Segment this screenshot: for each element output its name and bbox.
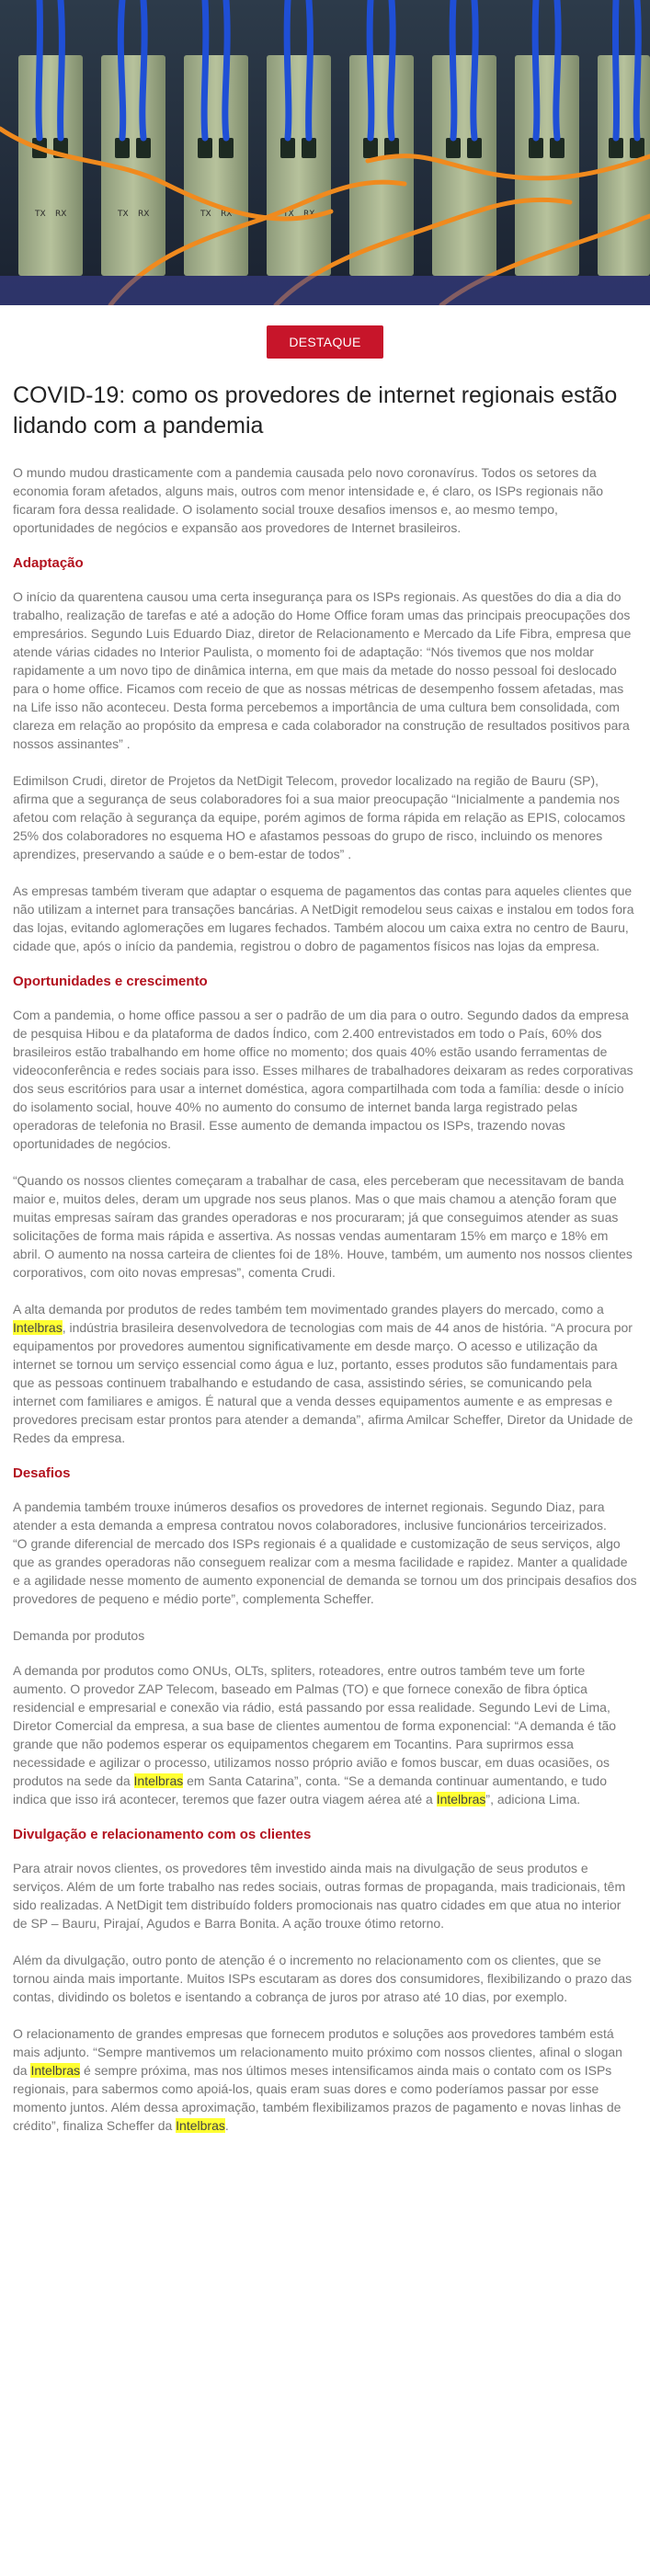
section-heading-divulgacao: Divulgação e relacionamento com os clientes: [13, 1827, 312, 1842]
section-heading-desafios: Desafios: [13, 1465, 71, 1481]
intro-paragraph: O mundo mudou drasticamente com a pandemia causada pelo novo coronavírus. Todos os setores da economia foram afetados, alguns mais, outros com menor intensidade e, é claro, os ISPs regionais não ficaram fora dessa realidade. O isolamento social trouxe desafios imensos e, ao mesmo tempo, oportunidades de negócios e expansão aos provedores de Internet brasileiros.: [13, 465, 604, 535]
article: [0, 381, 650, 2135]
text-segment: A alta demanda por produtos de redes também tem movimentado grandes players do mercado, como a: [13, 1302, 604, 1316]
article-title: COVID-19: como os provedores de internet regionais estão lidando com a pandemia: [13, 382, 618, 439]
port-label: TX: [283, 210, 294, 219]
highlighted-term: Intelbras: [436, 1792, 486, 1807]
paragraph: Com a pandemia, o home office passou a ser o padrão de um dia para o outro. Segundo dados da empresa de pesquisa Hibou e da plataforma de dados Índico, com 2.400 entrevistados em todo o País, 60% dos brasileiros estão trabalhando em home office no momento; dos quais 40% estão usando ferramentas de videoconferência e redes sociais para isso. Esses milhares de trabalhadores deixaram as redes corporativas dos seus escritórios para usar a internet doméstica, agora compartilhada com toda a família: desde o início do isolamento social, houve 40% no aumento do consumo de internet banda larga registrado pelas operadoras de telefonia no Brasil. Esse aumento de demanda impactou os ISPs, trazendo novas oportunidades de negócios.: [13, 1008, 633, 1151]
text-segment: é sempre próxima, mas nos últimos meses intensificamos ainda mais o contato com os ISPs regionais, para sabermos como apoiá-los, quais eram suas dores e como poderíamos passar por esse momento juntos. Além dessa aproximação, também flexibilizamos prazos de pagamento e novas linhas de crédito”, finaliza Scheffer da: [13, 2063, 621, 2133]
port-label: TX: [200, 210, 211, 219]
highlighted-term: Intelbras: [30, 2063, 81, 2078]
paragraph: Edimilson Crudi, diretor de Projetos da NetDigit Telecom, provedor localizado na região de Bauru (SP), afirma que a segurança de seus colaboradores foi a sua maior preocupação “Inicialmente a pandemia nos afetou com relação à segurança da equipe, porém agimos de forma rápida em relação as EPIS, colocamos 25% dos colaboradores no esquema HO e afastamos pessoas do grupo de risco, incluindo os menores aprendizes, preservando a saúde e o bem-estar de todos” .: [13, 773, 626, 861]
paragraph: [13, 1661, 637, 1808]
paragraph: “Quando os nossos clientes começaram a trabalhar de casa, eles perceberam que necessitavam de banda maior e, muitos deles, deram um upgrade nos seus planos. Mas o que mais chamou a atenção foram que muitas empresas saíram das grandes operadoras e nos procuraram; já que conseguimos atender as suas solicitações de forma mais rápida e assertiva. As nossas vendas aumentaram 15% em março e 18% em abril. O aumento na nossa carteira de clientes foi de 18%. Houve, também, um aumento nos nossos clientes corporativos, com oito novas empresas”, comenta Crudi.: [13, 1173, 633, 1280]
port-label: RX: [138, 210, 150, 219]
port-label: RX: [55, 210, 67, 219]
subheading-demanda: Demanda por produtos: [13, 1628, 145, 1643]
paragraph: [13, 2024, 637, 2135]
paragraph: As empresas também tiveram que adaptar o esquema de pagamentos das contas para aqueles clientes que não utilizam a internet para transações bancárias. A NetDigit remodelou seus caixas e instalou em todos fora das lojas, evitando aglomerações em lugares fechados. Também alocou um caixa extra no centro de Bauru, cidade que, após o início da pandemia, registrou o dobro de pagamentos físicos nas lojas da empresa.: [13, 883, 634, 953]
text-segment: ”, adiciona Lima.: [485, 1792, 581, 1807]
text-segment: .: [224, 2118, 229, 2133]
paragraph: “O grande diferencial de mercado dos ISPs regionais é a qualidade e customização de seus serviços, algo que as grandes operadoras não conseguem realizar com a mesma facilidade e rapidez. Manter a qualidade e a agilidade nesse momento de aumento exponencial de demanda se tornou um dos principais desafios dos provedores de pequeno e médio porte”, complementa Scheffer.: [13, 1536, 637, 1606]
text-segment: em Santa Catarina”, conta. “Se a demanda continuar aumentando, e tudo indica que isso irá acontecer, teremos que fazer outra viagem aérea até a: [13, 1773, 607, 1807]
section-heading-oportunidades: Oportunidades e crescimento: [13, 974, 208, 989]
paragraph: O início da quarentena causou uma certa insegurança para os ISPs regionais. As questões do dia a dia do trabalho, realização de tarefas e até a adoção do Home Office foram umas das principais preocupações dos empresários. Segundo Luis Eduardo Diaz, diretor de Relacionamento e Mercado da Life Fibra, empresa que atende várias cidades no Interior Paulista, o momento foi de adaptação: “Nós tivemos que nos moldar rapidamente a um novo tipo de dinâmica interna, em que mais da metade do nosso pessoal foi deslocado para o home office. Ficamos com receio de que as nossas métricas de desempenho fossem afetadas, mas na Life isso não aconteceu. Desta forma percebemos a importância de uma cultura bem consolidada, com clareza em relação ao propósito da empresa e cada colaborador na construção de resultados positivos para nossos assinantes” .: [13, 589, 632, 751]
port-label: RX: [221, 210, 233, 219]
port-label: TX: [35, 210, 46, 219]
text-segment: O relacionamento de grandes empresas que fornecem produtos e soluções aos provedores também está mais adjunto. “Sempre mantivemos um relacionamento muito próximo com nossos clientes, afinal o slogan da: [13, 2026, 622, 2078]
paragraph: [13, 1300, 637, 1447]
port-label: RX: [303, 210, 315, 219]
text-segment: A demanda por produtos como ONUs, OLTs, spliters, roteadores, entre outros também teve um forte aumento. O provedor ZAP Telecom, baseado em Palmas (TO) e que fornece conexão de fibra óptica residencial e empresarial e conexão via rádio, está passando por essa realidade. Segundo Levi de Lima, Diretor Comercial da empresa, a sua base de clientes aumentou de forma exponencial: “A demanda é tão grande que não podemos esperar os equipamentos chegarem em Tocantins. Para suprirmos essa necessidade e agilizar o processo, utilizamos nosso próprio avião e fomos buscar, em duas ocasiões, os produtos na sede da: [13, 1663, 617, 1788]
highlighted-term: Intelbras: [176, 2118, 225, 2133]
hero-image: [0, 0, 650, 305]
port-label: TX: [118, 210, 129, 219]
destaque-tag-button[interactable]: DESTAQUE: [267, 325, 382, 359]
paragraph: Além da divulgação, outro ponto de atenção é o incremento no relacionamento com os clientes, que se tornou ainda mais importante. Muitos ISPs escutaram as dores dos consumidores, flexibilizando o prazo das contas, dividindo os boletos e isentando a cobrança de juros por atraso até 10 dias, por exemplo.: [13, 1953, 633, 2004]
network-equipment-illustration: [0, 0, 650, 305]
highlighted-term: Intelbras: [133, 1773, 184, 1788]
section-heading-adaptacao: Adaptação: [13, 555, 84, 571]
paragraph: A pandemia também trouxe inúmeros desafios os provedores de internet regionais. Segundo Diaz, para atender a esta demanda a empresa contratou novos colaboradores, inclusive funcionários terceirizados.: [13, 1499, 607, 1533]
paragraph: Para atrair novos clientes, os provedores têm investido ainda mais na divulgação de seus produtos e serviços. Além de um forte trabalho nas redes sociais, outras formas de propaganda, mais tradicionais, têm sido realizadas. A NetDigit tem distribuído folders promocionais nas quatro cidades em que atua no interior de SP – Bauru, Pirajaí, Agudos e Barra Bonita. A ação trouxe ótimo retorno.: [13, 1861, 626, 1931]
text-segment: , indústria brasileira desenvolvedora de tecnologias com mais de 44 anos de história. “A procura por equipamentos por provedores aumentou significativamente em desde março. O acesso e utilização da internet se tornou um serviço essencial como água e luz, portanto, esses produtos são fundamentais para que as pessoas continuem trabalhando e estudando de casa, assistindo séries, se comunicando pela internet com familiares e amigos. É natural que a venda desses equipamentos aumente e as empresas e provedores precisam estar prontos para atender a demanda”, afirma Amilcar Scheffer, Diretor da Unidade de Redes da empresa.: [13, 1320, 633, 1445]
highlighted-term: Intelbras: [13, 1320, 63, 1335]
